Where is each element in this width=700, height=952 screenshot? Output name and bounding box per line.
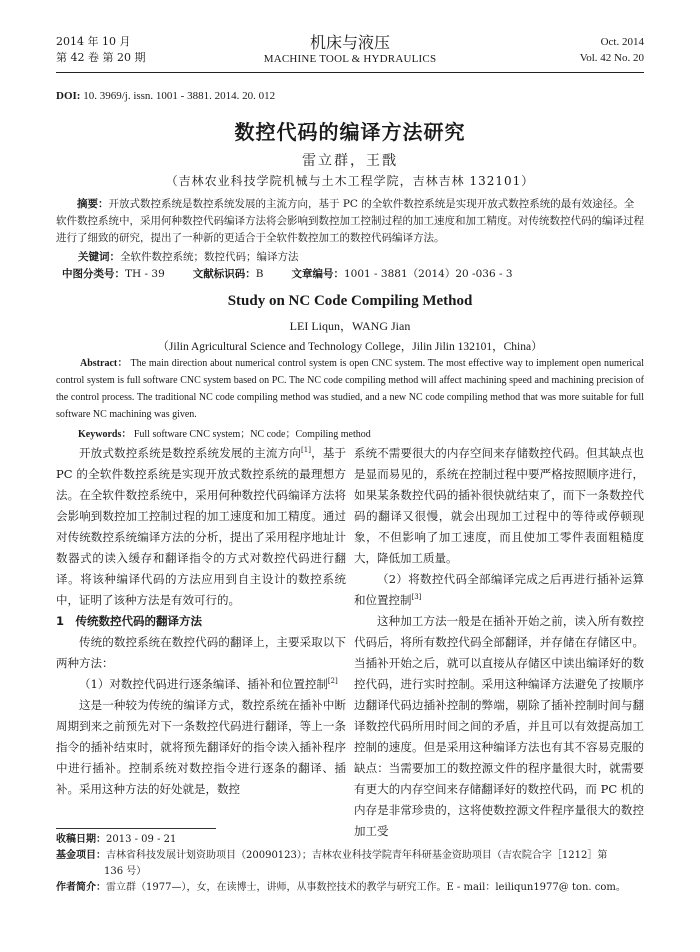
clc-number (62, 266, 165, 281)
abstract-en (56, 355, 644, 423)
issue-date-cn: 2014 年 10 月 (56, 35, 131, 48)
body-column-left (56, 443, 346, 800)
body-paragraph (354, 569, 644, 611)
keywords-en (78, 425, 371, 440)
doi-line (56, 90, 275, 102)
issue-volume-en: Vol. 42 No. 20 (579, 52, 644, 64)
clc-value: TH - 39 (125, 268, 165, 280)
fund-label: 基金项目： (56, 850, 106, 861)
running-header (56, 34, 644, 70)
article-number (291, 266, 512, 281)
doc-code (193, 266, 264, 281)
body-paragraph (56, 674, 346, 695)
keywords-en-text: Full software CNC system；NC code；Compiling method (133, 429, 371, 440)
issue-volume-cn: 第 42 卷 第 20 期 (56, 51, 146, 64)
classification-line (62, 266, 644, 281)
authors-en: LEI Liqun，WANG Jian (289, 319, 411, 333)
citation-ref: [1] (301, 446, 311, 455)
journal-name-cn: 机床与液压 (309, 33, 390, 52)
issue-date-en: Oct. 2014 (600, 36, 644, 48)
art-value: 1001 - 3881（2014）20 -036 - 3 (343, 268, 513, 280)
keywords-en-label: Keywords： (78, 429, 132, 440)
body-paragraph: 传统的数控系统在数控代码的翻译上，主要采取以下两种方法： (56, 635, 346, 670)
art-label: 文章编号： (291, 268, 344, 280)
fund-info (56, 848, 644, 864)
citation-ref: [2] (327, 677, 338, 686)
abstract-cn-text: 开放式数控系统是数控系统发展的主流方向，基于 PC 的全软件数控系统是实现开放式数控系统的最有效途径。全软件数控系统中，采用何种数控代码编译方法将会影响到数控加工控制过程的加工速度和加工精度。对传统数控代码的编译过程进行了细致的研究，提出了一种新的更适合于全软件数控加工的数控代码编译方法。 (56, 198, 644, 244)
keywords-cn (78, 249, 299, 264)
abstract-en-label: Abstract： (80, 358, 128, 369)
abstract-cn (56, 196, 644, 247)
body-text: ，基于 PC 的全软件数控系统是实现开放式数控系统的最理想方法。在全软件数控系统中，采用何种数控代码编译方法将会影响到数控加工控制过程的加工速度和加工精度。通过对传统数控系统编译方法的分析，提出了采用程序地址计数器式的读入缓存和翻译指令的方式对数控代码进行翻译。将该种编译代码的方法应用到自主设计的数控系统中，证明了该种方法是有效可行的。 (56, 446, 347, 607)
body-paragraph: 这种加工方法一般是在插补开始之前，读入所有数控代码后，将所有数控代码全部翻译，并存储在存储区中。当插补开始之后，就可以直接从存储区中读出编译好的数控代码，进行实时控制。采用这种编译方法避免了按顺序边翻译代码边插补控制的弊端，剔除了插补控制时间与翻译数控代码所用时间之间的矛盾，并且可以有效提高加工控制的速度。但是采用这种编译方法也有其不容易克服的缺点：当需要加工的数控源文件的程序量很大时，就需要有更大的内存空间来存储翻译好的数控代码，而 PC 机的内存是非常珍贵的，这将使数控源文件程序量很大的数控加工受 (354, 614, 644, 838)
header-center (56, 34, 644, 67)
received-label: 收稿日期： (56, 834, 106, 845)
keywords-cn-text: 全软件数控系统；数控代码；编译方法 (120, 251, 299, 263)
body-text: 开放式数控系统是数控系统发展的主流方向 (79, 446, 302, 460)
body-column-right (354, 443, 644, 842)
received-date (56, 832, 644, 848)
body-paragraph: 系统不需要很大的内存空间来存储数控代码。但其缺点也是显而易见的，系统在控制过程中要严格按照顺序进行，如果某条数控代码的插补很快就结束了，而下一条数控代码的翻译又很慢，就会出现加工过程中的等待或停顿现象，不但影响了加工速度，而且使加工零件表面粗糙度大，降低加工质量。 (354, 446, 644, 565)
clc-label: 中图分类号： (62, 268, 125, 280)
header-divider (56, 72, 644, 73)
received-value: 2013 - 09 - 21 (106, 834, 177, 845)
abstract-cn-label: 摘要： (77, 198, 109, 210)
abstract-en-text: The main direction about numerical control system is open CNC system. The most effective way to implement open numerical control system is full software CNC system based on PC. The NC code compiling method will affect machining speed and machining precision of the control process. The traditional NC code compiling method was studied, and a new NC code compiling method that was more suitable for full software NC machining was given. (56, 358, 644, 420)
author-bio-label: 作者简介： (56, 882, 106, 893)
fund-value: 吉林省科技发展计划资助项目（20090123）；吉林农业科技学院青年科研基金资助项目（吉农院合字［1212］第 (106, 850, 608, 861)
section-heading: 1 传统数控代码的翻译方法 (56, 614, 203, 628)
keywords-cn-label: 关键词： (78, 251, 120, 263)
author-bio-value: 雷立群（1977—），女，在读博士，讲师，从事数控技术的教学与研究工作。E - mail：leiliqun1977@ ton. com。 (106, 882, 626, 893)
affiliation-en: （Jilin Agricultural Science and Technology College，Jilin Jilin 132101，China） (157, 341, 543, 353)
fund-info-cont: 136 号） (104, 866, 147, 877)
author-bio (56, 880, 644, 896)
journal-name-en: MACHINE TOOL & HYDRAULICS (263, 53, 437, 65)
header-right (580, 34, 644, 66)
doi-label: DOI: (56, 90, 81, 102)
body-paragraph (56, 443, 346, 611)
doc-value: B (255, 268, 264, 280)
affiliation-cn: （吉林农业科技学院机械与土木工程学院，吉林吉林 132101） (165, 174, 535, 188)
citation-ref: [3] (411, 593, 422, 602)
body-text: （2）将数控代码全部编译完成之后再进行插补运算和位置控制 (354, 572, 644, 607)
body-text: （1）对数控代码进行逐条编译、插补和位置控制 (79, 677, 328, 691)
footnote-divider (56, 828, 216, 829)
article-title-en: Study on NC Code Compiling Method (227, 293, 473, 309)
authors-cn: 雷立群，王戬 (302, 153, 398, 169)
doc-label: 文献标识码： (192, 268, 256, 280)
body-paragraph: 这是一种较为传统的编译方式，数控系统在插补中断周期到来之前预先对下一条数控代码进行翻译，等上一条指令的插补结束时，就将预先翻译好的指令读入插补程序中进行插补。控制系统对数控指令进行逐条的翻译、插补。采用这种方法的好处就是，数控 (56, 698, 346, 796)
doi-value: 10. 3969/j. issn. 1001 - 3881. 2014. 20. 012 (83, 90, 276, 102)
footnotes (56, 832, 644, 896)
article-title-cn: 数控代码的编译方法研究 (234, 120, 466, 144)
